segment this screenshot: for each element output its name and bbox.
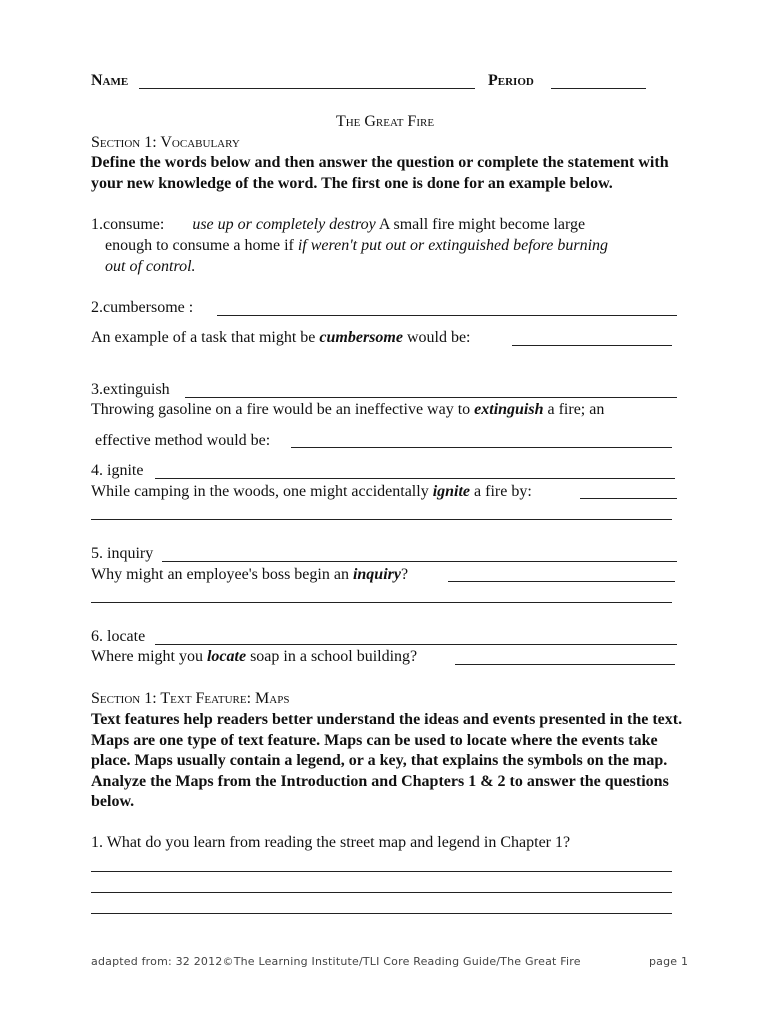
answer-field-ignite[interactable] — [580, 498, 677, 499]
question-ignite — [91, 483, 532, 501]
answer-line-1[interactable] — [91, 871, 672, 872]
question-keyword: extinguish — [474, 401, 544, 418]
period-label: Period — [488, 72, 534, 89]
example-sentence-start: A small fire might become large — [378, 216, 586, 233]
answer-field-inquiry-line2[interactable] — [91, 602, 672, 603]
name-field[interactable] — [139, 88, 475, 89]
answer-line-3[interactable] — [91, 913, 672, 914]
section2-heading: Section 1: Text Feature: Maps — [91, 690, 290, 707]
question-suffix: a fire by: — [470, 483, 532, 500]
answer-field-ignite-line2[interactable] — [91, 519, 672, 520]
map-question: 1. What do you learn from reading the street map and legend in Chapter 1? — [91, 834, 571, 851]
answer-field-inquiry[interactable] — [448, 581, 675, 582]
example-number: 1. — [91, 216, 103, 233]
vocab-term-ignite: 4. ignite — [91, 462, 144, 479]
footer-page-number: page 1 — [649, 955, 689, 968]
example-sentence-line3-italic: out of control. — [105, 258, 196, 275]
answer-field-extinguish[interactable] — [291, 447, 672, 448]
section1-heading: Section 1: Vocabulary — [91, 134, 240, 151]
definition-field-ignite[interactable] — [155, 478, 675, 479]
question-locate — [91, 648, 417, 666]
question-keyword: ignite — [432, 483, 471, 500]
definition-field-locate[interactable] — [155, 644, 677, 645]
name-label: Name — [91, 72, 129, 89]
question-suffix: a fire; an — [543, 401, 605, 418]
example-line3 — [105, 258, 196, 276]
question-inquiry — [91, 566, 408, 584]
section2-instructions: Text features help readers better understand the ideas and events presented in the text. Maps are one type of text feature. Maps can be used to locate where the events take place. Maps usually contain a legend, or a key, that explains the symbols on the map. Analyze the Maps from the Introduction and Chapters 1 & 2 to answer the questions below. — [91, 711, 683, 810]
question-prefix: Throwing gasoline on a fire would be an ineffective way to — [91, 401, 475, 418]
example-item — [91, 216, 585, 234]
question-prefix: While camping in the woods, one might accidentally — [91, 483, 433, 500]
example-sentence-line2-italic: if weren't put out or extinguished before burning — [297, 237, 609, 254]
question-suffix: would be: — [402, 329, 471, 346]
question-keyword: cumbersome — [319, 329, 403, 346]
vocab-term-inquiry: 5. inquiry — [91, 545, 154, 562]
answer-line-2[interactable] — [91, 892, 672, 893]
question-extinguish — [91, 401, 604, 419]
answer-field-cumbersome[interactable] — [512, 345, 672, 346]
question-extinguish-continuation: effective method would be: — [95, 432, 271, 449]
vocab-term-extinguish: 3.extinguish — [91, 381, 170, 398]
question-cumbersome — [91, 329, 470, 347]
footer-source: adapted from: 32 2012©The Learning Institute/TLI Core Reading Guide/The Great Fire — [91, 955, 581, 968]
example-term: consume: — [103, 216, 165, 233]
question-keyword: locate — [206, 648, 247, 665]
answer-field-locate[interactable] — [455, 664, 675, 665]
page-title: The Great Fire — [335, 113, 435, 130]
period-field[interactable] — [551, 88, 646, 89]
question-prefix: Why might an employee's boss begin an — [91, 566, 353, 583]
example-definition: use up or completely destroy — [192, 216, 376, 233]
vocab-term-locate: 6. locate — [91, 628, 146, 645]
question-suffix: soap in a school building? — [246, 648, 418, 665]
section1-instructions: Define the words below and then answer the question or complete the statement with your new knowledge of the word. The first one is done for an example below. — [91, 154, 669, 192]
definition-field-inquiry[interactable] — [162, 561, 677, 562]
vocab-term-cumbersome: 2.cumbersome : — [91, 299, 194, 316]
question-prefix: An example of a task that might be — [91, 329, 320, 346]
question-suffix: ? — [400, 566, 409, 583]
question-keyword: inquiry — [352, 566, 401, 583]
example-sentence-line2: enough to consume a home if — [105, 237, 298, 254]
question-prefix: Where might you — [91, 648, 207, 665]
definition-field-extinguish[interactable] — [185, 397, 677, 398]
definition-field-cumbersome[interactable] — [217, 315, 677, 316]
example-line2 — [105, 237, 608, 255]
